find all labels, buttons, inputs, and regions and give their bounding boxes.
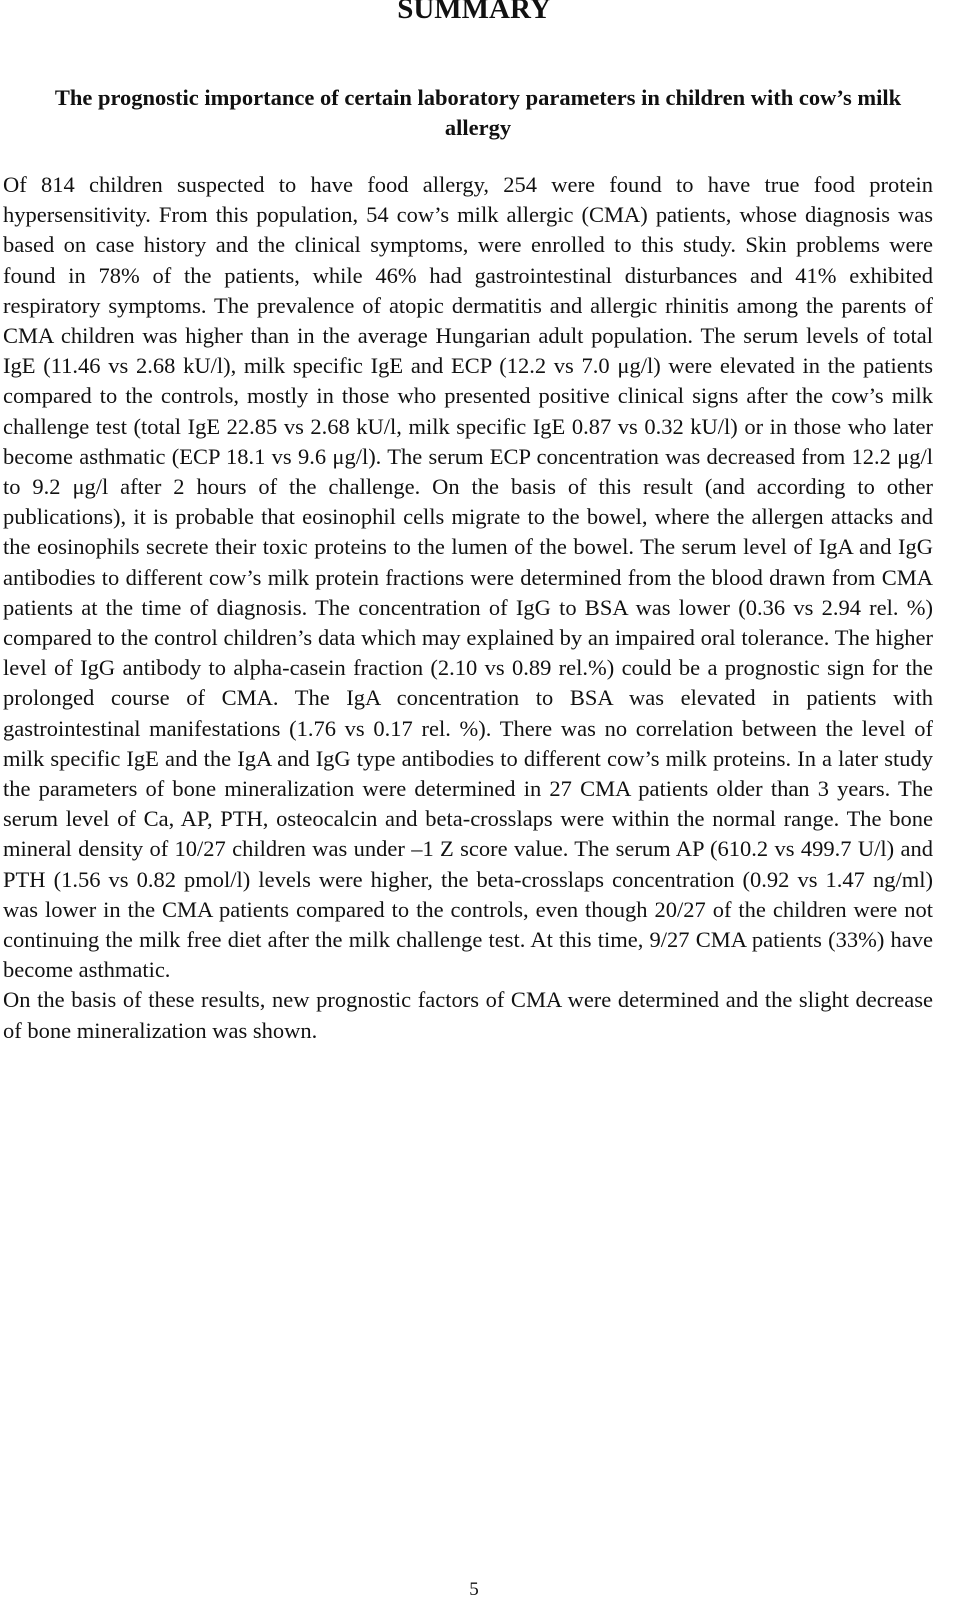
summary-paragraph: Of 814 children suspected to have food allergy, 254 were found to have true food protein hypersensitivity. From this population, 54 cow’s milk allergic (CMA) patients, whose diagnosis was based on case history and the clinical symptoms, were enrolled to this study. Skin problems were found in 78% of the patients, while 46% had gastrointestinal disturbances and 41% exhibited respiratory symptoms. The prevalence of atopic dermatitis and allergic rhinitis among the parents of CMA children was higher than in the average Hungarian adult population. The serum levels of total IgE (11.46 vs 2.68 kU/l), milk specific IgE and ECP (12.2 vs 7.0 μg/l) were elevated in the patients compared to the controls, mostly in those who presented positive clinical signs after the cow’s milk challenge test (total IgE 22.85 vs 2.68 kU/l, milk specific IgE 0.87 vs 0.32 kU/l) or in those who later become asthmatic (ECP 18.1 vs 9.6 μg/l). The serum ECP concentration was decreased from 12.2 μg/l to 9.2 μg/l after 2 hours of the challenge. On the basis of this result (and according to other publications), it is probable that eosinophil cells migrate to the bowel, where the allergen attacks and the eosinophils secrete their toxic proteins to the lumen of the bowel. The serum level of IgA and IgG antibodies to different cow’s milk protein fractions were determined from the blood drawn from CMA patients at the time of diagnosis. The concentration of IgG to BSA was lower (0.36 vs 2.94 rel. %) compared to the control children’s data which may explained by an impaired oral tolerance. The higher level of IgG antibody to alpha-casein fraction (2.10 vs 0.89 rel.%) could be a prognostic sign for the prolonged course of CMA. The IgA concentration to BSA was elevated in patients with gastrointestinal manifestations (1.76 vs 0.17 rel. %). There was no correlation between the level of milk specific IgE and the IgA and IgG type antibodies to different cow’s milk proteins. In a later study the parameters of bone mineralization were determined in 27 CMA patients older than 3 years. The serum level of Ca, AP, PTH, osteocalcin and beta-crosslaps were within the normal range. The bone mineral density of 10/27 children was under –1 Z score value. The serum AP (610.2 vs 499.7 U/l) and PTH (1.56 vs 0.82 pmol/l) levels were higher, the beta-crosslaps concentration (0.92 vs 1.47 ng/ml) was lower in the CMA patients compared to the controls, even though 20/27 of the children were not continuing the milk free diet after the milk challenge test. At this time, 9/27 CMA patients (33%) have become asthmatic. [3, 172, 933, 983]
summary-paragraph: On the basis of these results, new prognostic factors of CMA were determined and the slight decrease of bone mineralization was shown. [3, 987, 933, 1043]
page-heading: SUMMARY [397, 0, 551, 25]
summary-title: The prognostic importance of certain laboratory parameters in children with cow’s milk allergy [54, 85, 902, 140]
page-number: 5 [469, 1579, 479, 1600]
summary-body [3, 170, 933, 1046]
